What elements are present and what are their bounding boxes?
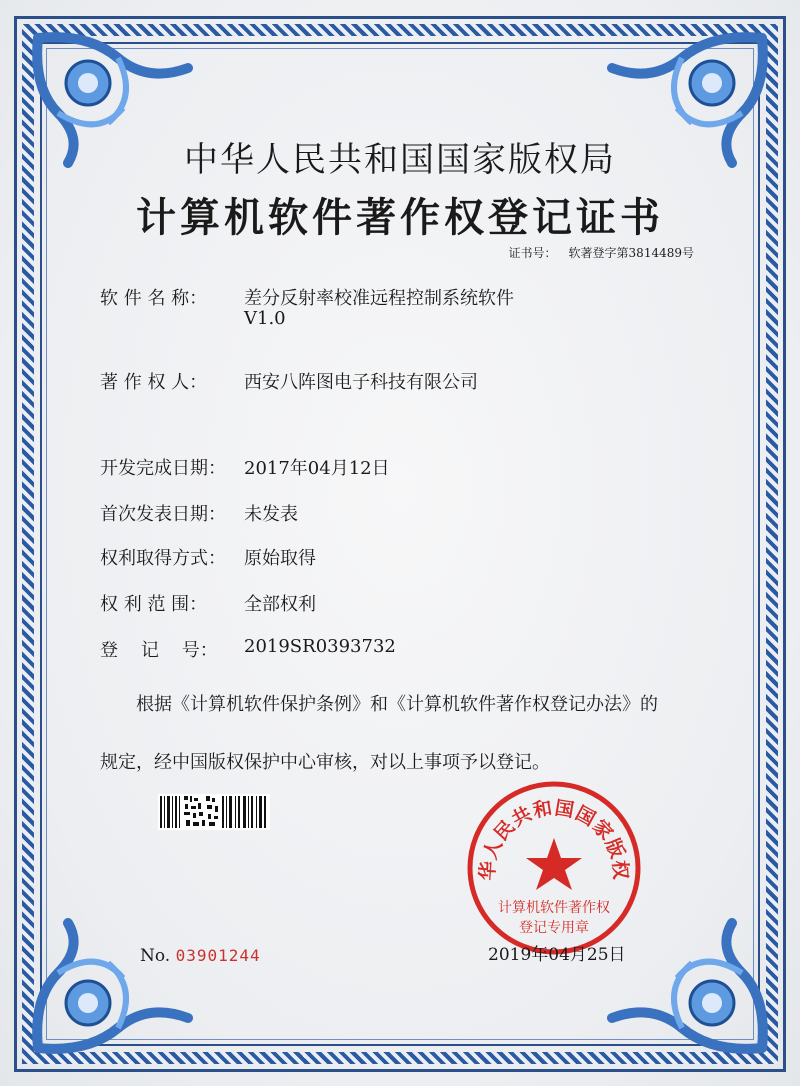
- field-label-copyright-owner: 著 作 权 人：: [100, 372, 208, 393]
- field-value-publish-date: 未发表: [244, 504, 298, 525]
- statement-line-1: 根据《计算机软件保护条例》和《计算机软件著作权登记办法》的: [136, 694, 658, 715]
- field-value-acquisition: 原始取得: [244, 548, 316, 569]
- field-label-completion-date: 开发完成日期：: [100, 458, 226, 479]
- field-label-registration-no: 登 记 号：: [100, 640, 218, 661]
- seal-ring-text: 华人民共和国国家版权: [476, 797, 632, 882]
- field-label-acquisition: 权利取得方式：: [100, 548, 226, 569]
- seal-line-1: 计算机软件著作权: [498, 900, 610, 916]
- serial-value: 03901244: [175, 946, 261, 965]
- certificate-number: [497, 244, 694, 261]
- barcode-icon: [158, 794, 270, 830]
- serial-number: [140, 946, 261, 966]
- official-seal: [466, 780, 642, 956]
- seal-star-icon: [526, 838, 582, 890]
- issuer-title: 中华人民共和国国家版权局: [184, 140, 616, 180]
- field-value-scope: 全部权利: [244, 594, 316, 615]
- statement-text: [100, 676, 710, 792]
- field-label-scope: 权 利 范 围：: [100, 594, 208, 615]
- field-value-software-name: 差分反射率校准远程控制系统软件: [244, 288, 514, 309]
- serial-label: No.: [140, 946, 171, 966]
- seal-center-text: [466, 898, 642, 938]
- corner-ornament-bottom-left: [28, 918, 198, 1058]
- seal-line-2: 登记专用章: [519, 920, 589, 936]
- field-value-copyright-owner: 西安八阵图电子科技有限公司: [244, 372, 478, 393]
- cert-no-label: 证书号：: [508, 246, 557, 260]
- field-value-completion-date: 2017年04月12日: [244, 458, 390, 479]
- field-value-registration-no: 2019SR0393732: [244, 636, 396, 657]
- field-value-software-version: V1.0: [244, 308, 286, 329]
- issue-date: 2019年04月25日: [488, 945, 626, 965]
- cert-no-value: 软著登字第3814489号: [568, 246, 694, 260]
- statement-line-2: 规定，经中国版权保护中心审核，对以上事项予以登记。: [100, 752, 550, 773]
- field-label-publish-date: 首次发表日期：: [100, 504, 226, 525]
- field-label-software-name: 软 件 名 称：: [100, 288, 208, 309]
- certificate-title: 计算机软件著作权登记证书: [136, 194, 664, 241]
